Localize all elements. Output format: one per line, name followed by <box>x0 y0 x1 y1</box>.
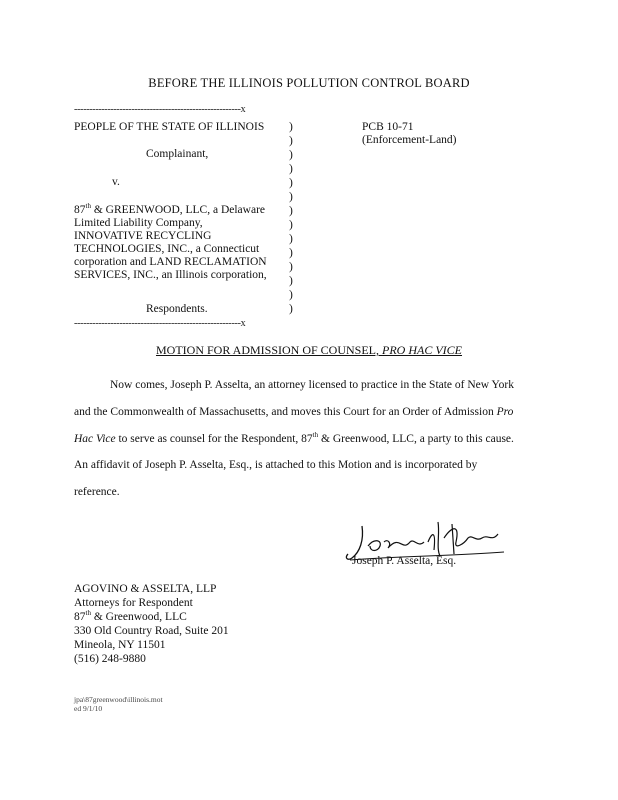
firm-address-2: Mineola, NY 11501 <box>74 639 166 651</box>
paren: ) <box>289 219 293 231</box>
motion-line-5: reference. <box>74 486 120 498</box>
case-type: (Enforcement-Land) <box>362 134 457 146</box>
paren: ) <box>289 275 293 287</box>
paren: ) <box>289 163 293 175</box>
respondent-87: 87th & GREENWOOD, LLC, a Delaware <box>74 202 265 216</box>
signer-name: Joseph P. Asselta, Esq. <box>352 555 457 567</box>
firm-client-suffix: & Greenwood, LLC <box>90 611 187 623</box>
paren: ) <box>289 191 293 203</box>
respondent-line-1 <box>74 204 265 217</box>
paren: ) <box>289 149 293 161</box>
complainant-role: Complainant, <box>146 148 209 160</box>
paren: ) <box>289 205 293 217</box>
paren: ) <box>289 135 293 147</box>
caption-bottom-rule: -------------------------------------------------------x <box>74 318 246 329</box>
italic-hac-vice: Hac Vice <box>74 433 116 445</box>
respondent-line-6: SERVICES, INC., an Illinois corporation, <box>74 269 267 281</box>
motion-line-2-text: and the Commonwealth of Massachusetts, and moves this Court for an Order of Admission <box>74 406 494 418</box>
motion-superscript: th <box>312 431 319 440</box>
firm-address-1: 330 Old Country Road, Suite 201 <box>74 625 229 637</box>
respondent-line-4: TECHNOLOGIES, INC., a Connecticut <box>74 243 260 255</box>
motion-line-3-suffix: & Greenwood, LLC, a party to this cause. <box>318 433 514 445</box>
paren: ) <box>289 303 293 315</box>
firm-client <box>74 611 187 624</box>
motion-line-2 <box>74 406 513 418</box>
paren: ) <box>289 261 293 273</box>
motion-line-3-text: to serve as counsel for the Respondent, 87 <box>118 433 313 445</box>
firm-name: AGOVINO & ASSELTA, LLP <box>74 583 217 595</box>
paren: ) <box>289 289 293 301</box>
respondent-line-2: Limited Liability Company, <box>74 217 203 229</box>
footer-file: jpa\87greenwood\illinois.mot <box>74 695 163 704</box>
superscript: th <box>85 202 91 211</box>
respondent-role: Respondents. <box>146 303 208 315</box>
caption-top-rule: -------------------------------------------------------x <box>74 104 246 115</box>
motion-title-suffix: PRO HAC VICE <box>382 343 463 357</box>
versus-text: v. <box>112 176 120 188</box>
motion-line-1: Now comes, Joseph P. Asselta, an attorney licensed to practice in the State of New York <box>110 379 515 391</box>
paren: ) <box>289 121 293 133</box>
court-heading: BEFORE THE ILLINOIS POLLUTION CONTROL BOARD <box>148 76 470 90</box>
firm-role: Attorneys for Respondent <box>74 597 193 609</box>
respondent-line-5: corporation and LAND RECLAMATION <box>74 256 267 268</box>
paren: ) <box>289 233 293 245</box>
motion-line-3 <box>74 433 514 445</box>
firm-client-prefix: 87 <box>74 611 86 623</box>
motion-line-4: An affidavit of Joseph P. Asselta, Esq., is attached to this Motion and is incorporated by <box>74 459 478 471</box>
paren: ) <box>289 247 293 259</box>
italic-pro: Pro <box>496 406 514 418</box>
respondent-line-3: INNOVATIVE RECYCLING <box>74 230 212 242</box>
paren: ) <box>289 177 293 189</box>
firm-phone: (516) 248-9880 <box>74 653 146 665</box>
motion-title <box>0 343 618 358</box>
footer-date: ed 9/1/10 <box>74 704 103 713</box>
versus <box>112 176 120 189</box>
case-number: PCB 10-71 <box>362 121 414 133</box>
firm-superscript: th <box>85 609 91 618</box>
motion-title-prefix: MOTION FOR ADMISSION OF COUNSEL, <box>155 343 383 357</box>
complainant-party: PEOPLE OF THE STATE OF ILLINOIS <box>74 121 265 133</box>
